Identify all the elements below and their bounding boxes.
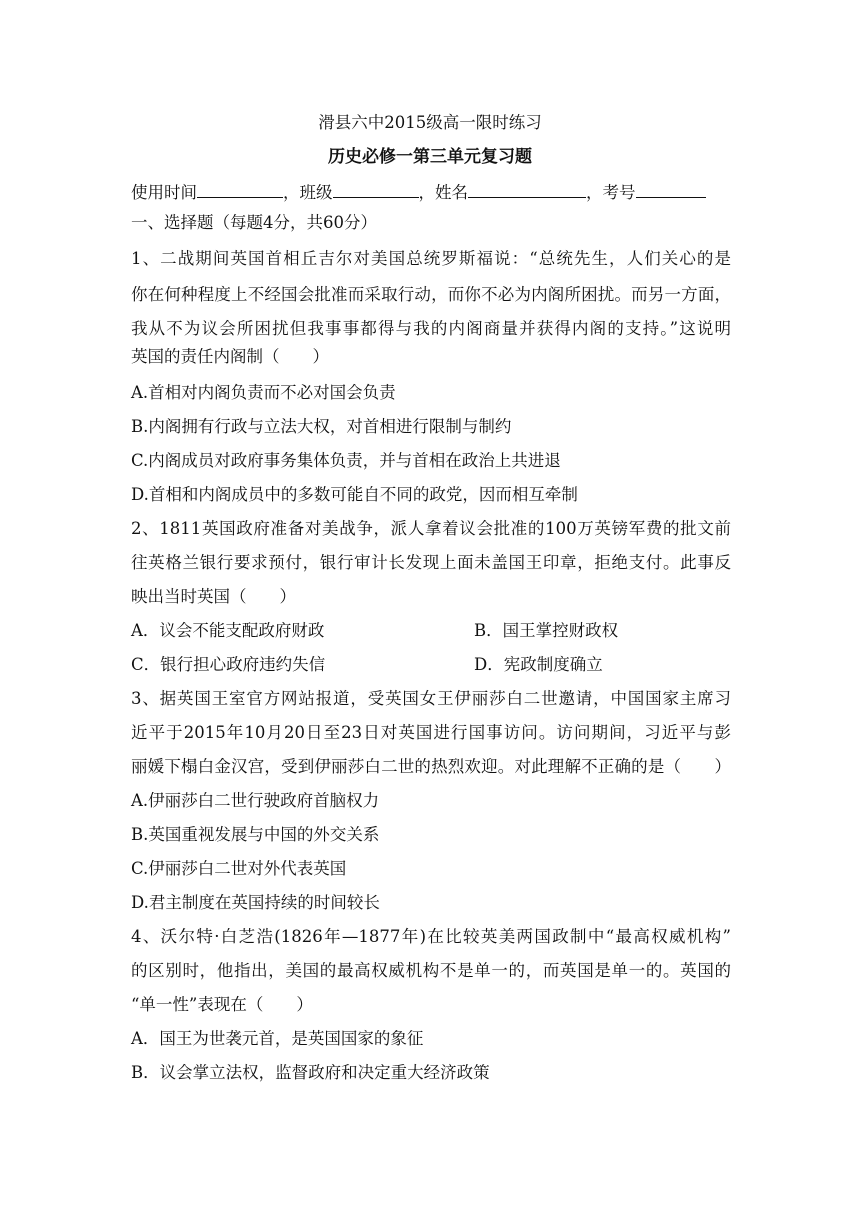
q1-stem-line-1: 1、二战期间英国首相丘吉尔对美国总统罗斯福说：“总统先生，人们关心的是 <box>131 249 731 268</box>
q1-option-d: D.首相和内阁成员中的多数可能自不同的政党，因而相互牵制 <box>131 485 578 504</box>
name-label: ，姓名 <box>418 183 468 202</box>
q1-stem-line-3: 我从不为议会所困扰但我事事都得与我的内阁商量并获得内阁的支持。”这说明 <box>131 319 731 338</box>
class-label: ，班级 <box>283 183 333 202</box>
q1-stem-line-4: 英国的责任内阁制（ ） <box>131 347 329 366</box>
q3-option-b: B.英国重视发展与中国的外交关系 <box>131 825 380 844</box>
q2-stem-line-3: 映出当时英国（ ） <box>131 587 296 606</box>
q2-stem-line-1: 2、1811英国政府准备对美战争，派人拿着议会批准的100万英镑军费的批文前 <box>131 519 731 538</box>
subject-title: 历史必修一第三单元复习题 <box>328 147 532 167</box>
q2-option-a: A．议会不能支配政府财政 <box>131 621 325 640</box>
q4-stem-line-1: 4、沃尔特·白芝浩(1826年—1877年)在比较英美两国政制中“最高权威机构” <box>131 927 731 946</box>
q2-option-d: D．宪政制度确立 <box>474 655 603 674</box>
time-blank[interactable] <box>197 180 283 198</box>
school-title: 滑县六中2015级高一限时练习 <box>318 113 542 132</box>
q2-option-c: C．银行担心政府违约失信 <box>131 655 326 674</box>
q3-stem-line-3: 丽媛下榻白金汉宫，受到伊丽莎白二世的热烈欢迎。对此理解不正确的是（ ） <box>131 757 731 776</box>
q3-option-a: A.伊丽莎白二世行驶政府首脑权力 <box>131 791 380 810</box>
section-heading: 一、选择题（每题4分，共60分） <box>131 213 377 232</box>
q1-option-c: C.内阁成员对政府事务集体负责，并与首相在政治上共进退 <box>131 451 561 470</box>
number-label: ，考号 <box>586 183 636 202</box>
q3-option-d: D.君主制度在英国持续的时间较长 <box>131 893 380 912</box>
q4-stem-line-2: 的区别时，他指出，美国的最高权威机构不是单一的，而英国是单一的。英国的 <box>131 961 731 980</box>
q1-option-b: B.内阁拥有行政与立法大权，对首相进行限制与制约 <box>131 417 512 436</box>
student-info-row <box>131 180 706 204</box>
q4-stem-line-3: “单一性”表现在（ ） <box>131 995 313 1014</box>
q2-stem-line-2: 往英格兰银行要求预付，银行审计长发现上面未盖国王印章，拒绝支付。此事反 <box>131 553 731 572</box>
class-blank[interactable] <box>333 180 419 198</box>
number-blank[interactable] <box>636 180 706 198</box>
q2-option-b: B．国王掌控财政权 <box>474 621 619 640</box>
time-label: 使用时间 <box>131 183 197 202</box>
name-blank[interactable] <box>468 180 586 198</box>
q4-option-b: B．议会掌立法权，监督政府和决定重大经济政策 <box>131 1063 490 1082</box>
q3-option-c: C.伊丽莎白二世对外代表英国 <box>131 859 347 878</box>
q1-stem-line-2: 你在何种程度上不经国会批准而采取行动，而你不必为内阁所困扰。而另一方面， <box>131 285 731 304</box>
q1-option-a: A.首相对内阁负责而不必对国会负责 <box>131 383 396 402</box>
q4-option-a: A．国王为世袭元首，是英国国家的象征 <box>131 1029 424 1048</box>
q3-stem-line-1: 3、据英国王室官方网站报道，受英国女王伊丽莎白二世邀请，中国国家主席习 <box>131 689 731 708</box>
q3-stem-line-2: 近平于2015年10月20日至23日对英国进行国事访问。访问期间，习近平与彭 <box>131 723 731 742</box>
